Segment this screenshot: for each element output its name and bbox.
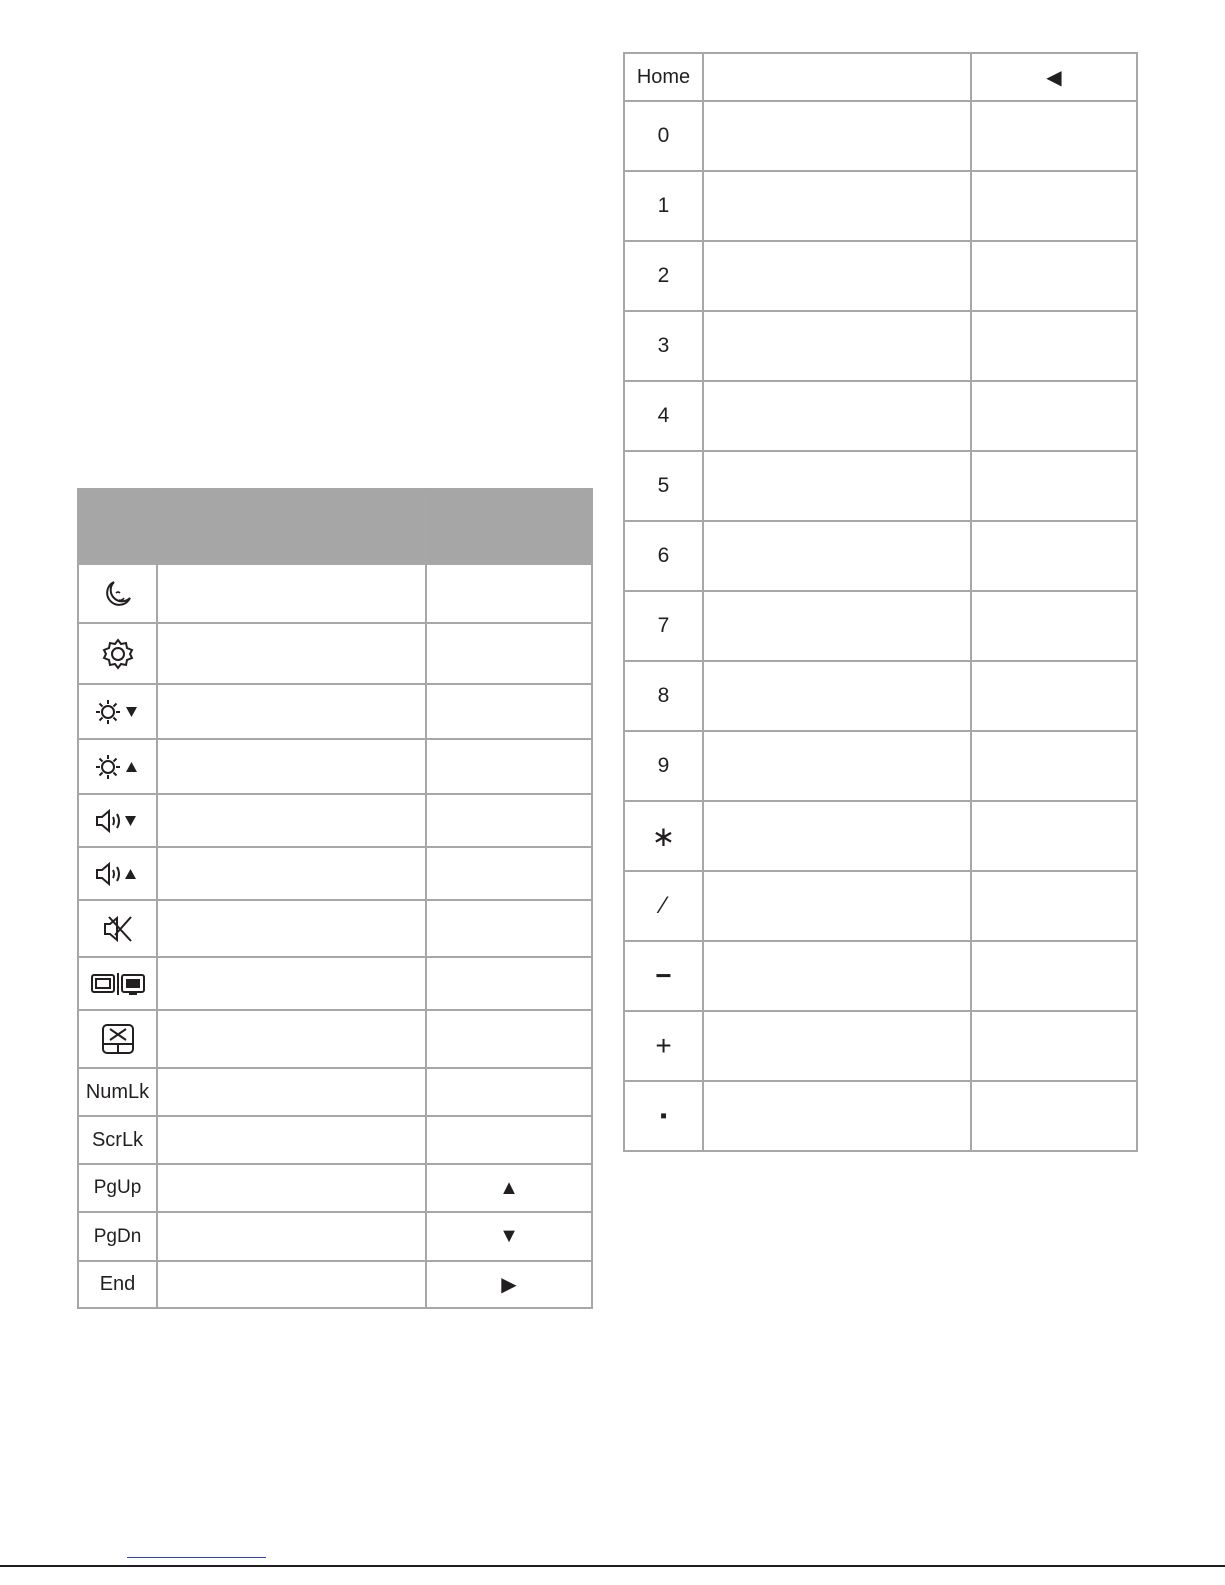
function-cell — [703, 591, 971, 661]
function-cell — [703, 1011, 971, 1081]
function-cell — [703, 731, 971, 801]
function-cell — [703, 53, 971, 101]
function-cell — [703, 241, 971, 311]
table-row — [78, 1212, 592, 1261]
function-cell — [703, 101, 971, 171]
brightness-down-icon — [95, 698, 141, 726]
table-row — [624, 451, 1137, 521]
key-cell: 6 — [624, 521, 703, 591]
arrow-up-icon: ▲ — [426, 1164, 592, 1212]
table-row — [624, 53, 1137, 101]
volume-down-icon — [95, 807, 141, 835]
arrow-down-icon: ▼ — [426, 1212, 592, 1261]
settings-gear-icon — [101, 637, 135, 671]
function-cell — [157, 957, 426, 1010]
mute-icon — [101, 913, 135, 945]
arrow-left-icon: ◀ — [971, 53, 1137, 101]
function-cell — [703, 171, 971, 241]
function-cell — [157, 1010, 426, 1068]
table-row — [624, 731, 1137, 801]
footer-rule — [0, 1565, 1225, 1567]
key-cell: 8 — [624, 661, 703, 731]
alt-cell — [971, 101, 1137, 171]
header-alt-cell — [426, 489, 592, 564]
table-row — [78, 684, 592, 739]
table-row — [624, 521, 1137, 591]
table-row — [624, 241, 1137, 311]
key-cell: 7 — [624, 591, 703, 661]
alt-cell — [971, 1011, 1137, 1081]
key-cell: 4 — [624, 381, 703, 451]
function-cell — [703, 311, 971, 381]
function-cell — [703, 521, 971, 591]
header-function-cell — [157, 489, 426, 564]
alt-cell — [426, 739, 592, 794]
table-row — [624, 661, 1137, 731]
function-cell — [157, 623, 426, 684]
key-cell — [78, 794, 157, 847]
key-cell — [78, 1010, 157, 1068]
asterisk-key-cell: ∗ — [624, 801, 703, 871]
table-row — [624, 171, 1137, 241]
key-cell: PgUp — [78, 1164, 157, 1212]
table-row — [78, 900, 592, 957]
function-cell — [157, 847, 426, 900]
alt-cell — [971, 311, 1137, 381]
function-cell — [157, 1212, 426, 1261]
arrow-right-icon: ▶ — [426, 1261, 592, 1308]
key-cell: 3 — [624, 311, 703, 381]
table-row — [624, 1011, 1137, 1081]
table-row — [624, 941, 1137, 1011]
function-cell — [157, 794, 426, 847]
key-cell — [78, 900, 157, 957]
brightness-up-icon — [95, 753, 141, 781]
numeric-keypad-table — [623, 52, 1138, 1152]
function-cell — [703, 381, 971, 451]
alt-cell — [971, 521, 1137, 591]
minus-key-cell: − — [624, 941, 703, 1011]
key-cell — [78, 564, 157, 623]
slash-key-cell: ∕ — [624, 871, 703, 941]
function-cell — [157, 1164, 426, 1212]
alt-cell — [971, 941, 1137, 1011]
function-cell — [157, 564, 426, 623]
alt-cell — [426, 1116, 592, 1164]
alt-cell — [426, 1068, 592, 1116]
header-key-cell — [78, 489, 157, 564]
key-cell: 0 — [624, 101, 703, 171]
table-row — [78, 1164, 592, 1212]
alt-cell — [971, 381, 1137, 451]
function-cell — [703, 801, 971, 871]
table-row — [78, 623, 592, 684]
table-row — [78, 957, 592, 1010]
table-row — [78, 564, 592, 623]
table-row — [78, 1261, 592, 1308]
alt-cell — [426, 794, 592, 847]
key-cell — [78, 847, 157, 900]
function-cell — [703, 451, 971, 521]
table-row — [624, 591, 1137, 661]
function-cell — [703, 661, 971, 731]
alt-cell — [426, 1010, 592, 1068]
alt-cell — [426, 900, 592, 957]
plus-key-cell: + — [624, 1011, 703, 1081]
key-cell: 2 — [624, 241, 703, 311]
table-row — [78, 847, 592, 900]
volume-up-icon — [95, 860, 141, 888]
alt-cell — [971, 591, 1137, 661]
alt-cell — [971, 871, 1137, 941]
table-row — [624, 101, 1137, 171]
function-cell — [157, 1068, 426, 1116]
table-row — [78, 794, 592, 847]
alt-cell — [971, 451, 1137, 521]
key-cell — [78, 739, 157, 794]
table-row — [78, 1116, 592, 1164]
key-cell — [78, 623, 157, 684]
table-row — [78, 1068, 592, 1116]
alt-cell — [426, 684, 592, 739]
function-key-table — [77, 488, 593, 1309]
display-toggle-icon — [90, 971, 146, 997]
function-cell — [157, 900, 426, 957]
key-cell: NumLk — [78, 1068, 157, 1116]
function-cell — [157, 1116, 426, 1164]
alt-cell — [971, 171, 1137, 241]
function-cell — [703, 871, 971, 941]
alt-cell — [426, 847, 592, 900]
table-row — [624, 801, 1137, 871]
table-row — [624, 1081, 1137, 1151]
function-cell — [703, 1081, 971, 1151]
table-header — [78, 489, 592, 564]
table-row — [624, 311, 1137, 381]
footnote-link-underline[interactable] — [127, 1557, 266, 1558]
alt-cell — [971, 731, 1137, 801]
sleep-moon-icon — [103, 579, 133, 609]
key-cell: 9 — [624, 731, 703, 801]
key-cell — [78, 684, 157, 739]
decimal-key-cell: ▪ — [624, 1081, 703, 1151]
key-cell: End — [78, 1261, 157, 1308]
alt-cell — [971, 661, 1137, 731]
function-cell — [157, 1261, 426, 1308]
table-row — [78, 1010, 592, 1068]
alt-cell — [426, 623, 592, 684]
key-cell: ScrLk — [78, 1116, 157, 1164]
table-row — [624, 871, 1137, 941]
alt-cell — [971, 241, 1137, 311]
key-cell — [78, 957, 157, 1010]
alt-cell — [971, 801, 1137, 871]
table-row — [78, 739, 592, 794]
key-cell: PgDn — [78, 1212, 157, 1261]
function-cell — [157, 739, 426, 794]
alt-cell — [426, 564, 592, 623]
touchpad-toggle-icon — [101, 1023, 135, 1055]
function-cell — [703, 941, 971, 1011]
key-cell: Home — [624, 53, 703, 101]
alt-cell — [971, 1081, 1137, 1151]
function-cell — [157, 684, 426, 739]
table-row — [624, 381, 1137, 451]
key-cell: 1 — [624, 171, 703, 241]
key-cell: 5 — [624, 451, 703, 521]
alt-cell — [426, 957, 592, 1010]
